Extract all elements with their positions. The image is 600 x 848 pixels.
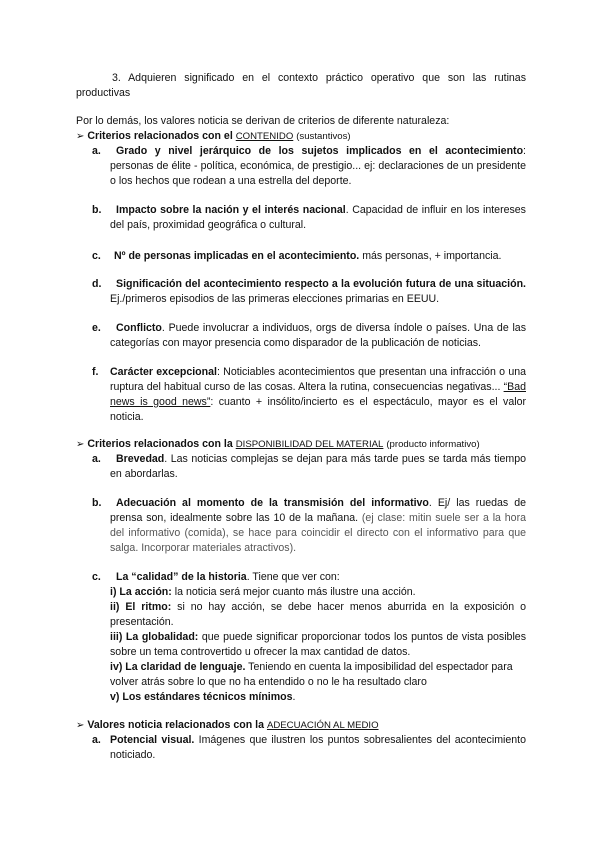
list-letter: a. xyxy=(92,734,101,746)
item-text: más personas, + importancia. xyxy=(359,250,502,262)
sublist-item xyxy=(110,585,526,600)
item-text: : personas de élite - política, económica, de prestigio... ej: declaraciones de un presidente o los hechos que rodean a una estrella del deporte. xyxy=(110,145,526,187)
arrow-bullet-icon: ➢ xyxy=(76,439,85,450)
section1-item-f xyxy=(110,365,526,425)
list-letter: c. xyxy=(92,250,101,262)
list-letter: a. xyxy=(92,145,101,157)
item-text: : Noticiables acontecimientos que presentan una infracción o una ruptura del habitual curso de las cosas. Altera la rutina, consecuencias negativas... xyxy=(110,366,526,393)
sublist-label: v) Los estándares técnicos mínimos xyxy=(110,691,293,703)
section3-heading xyxy=(76,718,536,733)
section1-heading-key: CONTENIDO xyxy=(235,131,294,142)
sublist-label: i) La acción: xyxy=(110,586,172,598)
item-text: . Ej/ las ruedas de prensa son, idealmente sobre las 10 de la mañana. xyxy=(110,497,526,524)
arrow-bullet-icon: ➢ xyxy=(76,720,85,731)
sublist-item xyxy=(110,690,526,705)
item-title: Adecuación al momento de la transmisión del informativo xyxy=(116,497,429,509)
section1-item-a xyxy=(110,144,526,189)
list-letter: a. xyxy=(92,453,101,465)
item-title: Conflicto xyxy=(116,322,162,334)
item-title: Grado y nivel jerárquico de los sujetos implicados en el acontecimiento xyxy=(116,145,524,157)
list-letter: c. xyxy=(92,571,101,583)
item-text: Ej./primeros episodios de las primeras elecciones primarias en EEUU. xyxy=(110,293,440,305)
item-text: . Capacidad de influir en los intereses del país, proximidad geográfica o cultural. xyxy=(110,204,526,231)
list-letter: e. xyxy=(92,322,101,334)
section2-heading-suffix: (producto informativo) xyxy=(386,439,480,450)
section1-heading xyxy=(76,129,536,144)
section2-item-a xyxy=(110,452,526,482)
sublist-label: iii) La globalidad: xyxy=(110,631,199,643)
list-letter: b. xyxy=(92,204,102,216)
item-title: Significación del acontecimiento respecto a la evolución futura de una situación. xyxy=(116,278,526,290)
sublist-text: la noticia será mejor cuanto más ilustre una acción. xyxy=(171,586,416,598)
sublist-label: iv) La claridad de lenguaje. xyxy=(110,661,246,673)
section1-item-c xyxy=(110,249,526,264)
section2-heading xyxy=(76,437,546,452)
intro-item-3: 3. Adquieren significado en el contexto práctico operativo que son las rutinas productivas xyxy=(76,72,526,99)
arrow-bullet-icon: ➢ xyxy=(76,131,85,142)
item-note: (ej clase: mitin suele ser a la hora del informativo (comida), se hace para coincidir el directo con el informativo para que salga. Incorporar materiales atractivos). xyxy=(110,512,526,554)
item-title: Carácter excepcional xyxy=(110,366,217,378)
sublist-text: Teniendo en cuenta la imposibilidad del espectador para volver atrás sobre lo que no ha entendido o no le ha resultado claro xyxy=(110,661,513,688)
sublist-item xyxy=(110,600,526,630)
item-title: Nº de personas implicadas en el acontecimiento. xyxy=(114,250,360,262)
list-letter: f. xyxy=(92,366,99,378)
item-text: . Tiene que ver con: xyxy=(246,571,340,583)
item-text: . Las noticias complejas se dejan para más tarde pues se tarda más tiempo en abordarlas. xyxy=(110,453,526,480)
item-text: Imágenes que ilustren los puntos sobresalientes del acontecimiento noticiado. xyxy=(110,734,526,761)
section3-heading-key: ADECUACIÓN AL MEDIO xyxy=(266,720,379,731)
intro-transition: Por lo demás, los valores noticia se derivan de criterios de diferente naturaleza: xyxy=(76,115,450,127)
section1-heading-suffix: (sustantivos) xyxy=(296,131,351,142)
section2-item-b xyxy=(110,496,526,556)
item-title: Impacto sobre la nación y el interés nacional xyxy=(116,204,346,216)
quality-sublist xyxy=(110,585,526,705)
item-text: : cuanto + insólito/incierto es el espectáculo, mayor es el valor noticia. xyxy=(110,396,526,423)
sublist-text: si no hay acción, se debe hacer menos aburrida en la exposición o presentación. xyxy=(110,601,526,628)
section1-heading-prefix: Criterios relacionados con el xyxy=(87,130,233,142)
list-letter: d. xyxy=(92,278,102,290)
item-title: Potencial visual. xyxy=(110,734,195,746)
section1-item-d xyxy=(110,277,526,307)
section2-heading-prefix: Criterios relacionados con la xyxy=(87,438,233,450)
section1-item-b xyxy=(110,203,526,233)
item-title: La “calidad” de la historia xyxy=(116,571,247,583)
item-text: . Puede involucrar a individuos, orgs de diversa índole o países. Una de las categorías con mayor presencia como disparador de la publicación de noticias. xyxy=(110,322,526,349)
section1-item-e xyxy=(110,321,526,351)
section2-heading-key: DISPONIBILIDAD DEL MATERIAL xyxy=(235,439,384,450)
section3-item-a xyxy=(110,733,526,763)
item-title: Brevedad xyxy=(116,453,165,465)
sublist-text: que puede significar proporcionar todos los puntos de vista posibles sobre un tema controvertido u ofrecer la max cantidad de datos. xyxy=(110,631,526,658)
section2-item-c xyxy=(110,570,526,585)
item-quote: “Bad news is good news” xyxy=(110,381,526,408)
sublist-item xyxy=(110,660,526,690)
list-letter: b. xyxy=(92,497,102,509)
sublist-text: . xyxy=(292,691,296,703)
sublist-item xyxy=(110,630,526,660)
section3-heading-prefix: Valores noticia relacionados con la xyxy=(87,719,264,731)
sublist-label: ii) El ritmo: xyxy=(110,601,172,613)
